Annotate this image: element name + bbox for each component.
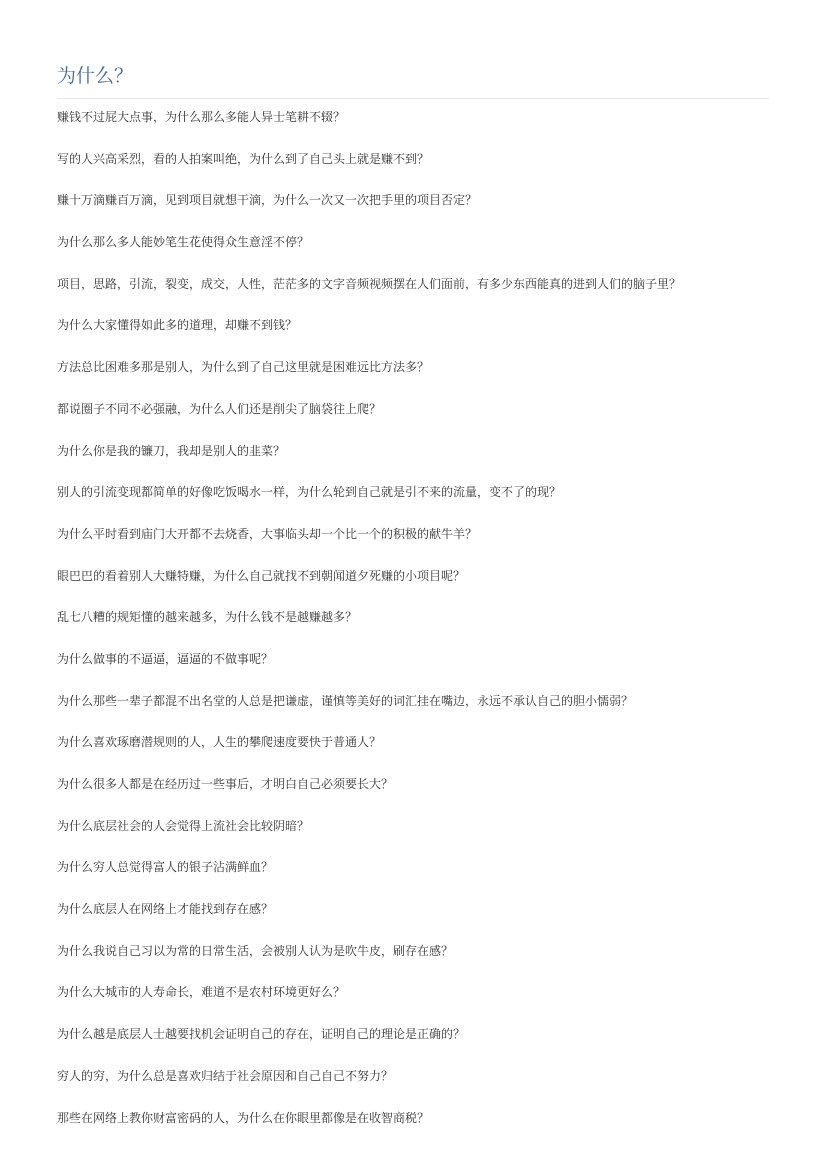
question-item: 为什么那些一辈子都混不出名堂的人总是把谦虚，谨慎等美好的词汇挂在嘴边，永远不承认自己的胆小懦弱？ bbox=[57, 693, 634, 708]
question-item: 为什么大家懂得如此多的道理，却赚不到钱？ bbox=[57, 318, 298, 333]
question-item: 为什么喜欢琢磨潜规则的人，人生的攀爬速度要快于普通人？ bbox=[57, 735, 382, 750]
question-item: 那些在网络上教你财富密码的人，为什么在你眼里都像是在收智商税？ bbox=[57, 1110, 430, 1125]
question-item: 别人的引流变现都简单的好像吃饭喝水一样，为什么轮到自己就是引不来的流量，变不了的现？ bbox=[57, 485, 562, 500]
question-item: 眼巴巴的看着别人大赚特赚，为什么自己就找不到朝闻道夕死赚的小项目呢？ bbox=[57, 568, 466, 583]
question-item: 为什么越是底层人士越要找机会证明自己的存在，证明自己的理论是正确的？ bbox=[57, 1027, 466, 1042]
title-divider bbox=[57, 98, 769, 99]
question-item: 为什么底层人在网络上才能找到存在感？ bbox=[57, 902, 274, 917]
question-item: 为什么做事的不逼逼，逼逼的不做事呢？ bbox=[57, 651, 274, 666]
question-item: 为什么底层社会的人会觉得上流社会比较阴暗？ bbox=[57, 818, 310, 833]
question-item: 为什么穷人总觉得富人的银子沾满鲜血？ bbox=[57, 860, 274, 875]
question-item: 项目，思路，引流，裂变，成交，人性，茫茫多的文字音频视频摆在人们面前，有多少东西能真的进到人们的脑子里？ bbox=[57, 276, 682, 291]
question-item: 都说圈子不同不必强融，为什么人们还是削尖了脑袋往上爬？ bbox=[57, 401, 382, 416]
page-title: 为什么？ bbox=[57, 65, 134, 87]
question-item: 为什么你是我的镰刀，我却是别人的韭菜？ bbox=[57, 443, 286, 458]
question-item: 乱七八糟的规矩懂的越来越多，为什么钱不是越赚越多？ bbox=[57, 610, 358, 625]
question-item: 为什么我说自己习以为常的日常生活，会被别人认为是吹牛皮，刷存在感？ bbox=[57, 943, 454, 958]
question-item: 为什么那么多人能妙笔生花使得众生意淫不停？ bbox=[57, 235, 310, 250]
question-item: 赚钱不过屁大点事，为什么那么多能人异士笔耕不辍？ bbox=[57, 110, 346, 124]
question-item: 为什么平时看到庙门大开都不去烧香，大事临头却一个比一个的积极的献牛羊？ bbox=[57, 526, 478, 541]
question-item: 为什么很多人都是在经历过一些事后，才明白自己必须要长大？ bbox=[57, 777, 394, 791]
question-item: 方法总比困难多那是别人，为什么到了自己这里就是困难远比方法多？ bbox=[57, 360, 430, 375]
question-item: 为什么大城市的人寿命长，难道不是农村环境更好么？ bbox=[57, 985, 346, 1000]
question-list bbox=[57, 108, 769, 1150]
question-item: 穷人的穷，为什么总是喜欢归结于社会原因和自己自己不努力？ bbox=[57, 1068, 394, 1083]
question-item: 写的人兴高采烈，看的人拍案叫绝，为什么到了自己头上就是赚不到？ bbox=[57, 151, 430, 166]
question-item: 赚十万滴赚百万滴，见到项目就想干滴，为什么一次又一次把手里的项目否定？ bbox=[57, 193, 478, 208]
